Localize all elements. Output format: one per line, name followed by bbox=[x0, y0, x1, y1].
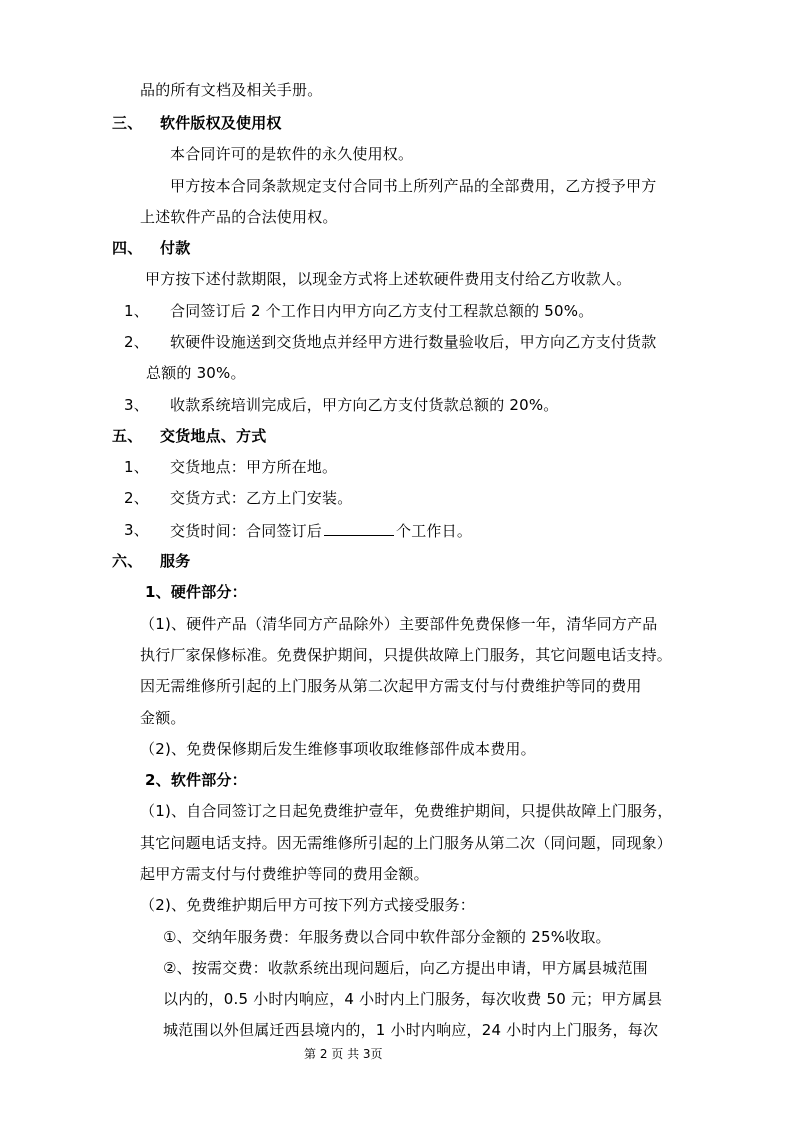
subsection-title: 2、软件部分： bbox=[145, 771, 247, 789]
text-line: （1)、硬件产品（清华同方产品除外）主要部件免费保修一年，清华同方产品 bbox=[140, 615, 658, 633]
list-number: 3、 bbox=[124, 396, 149, 414]
text-line: 因无需维修所引起的上门服务从第二次起甲方需支付与付费维护等同的费用 bbox=[140, 677, 642, 695]
text-line: 总额的 30%。 bbox=[146, 364, 246, 382]
section-title: 付款 bbox=[160, 239, 191, 257]
text-line: 以内的，0.5 小时内响应，4 小时内上门服务，每次收费 50 元；甲方属县 bbox=[163, 990, 663, 1008]
text-line: （2)、免费保修期后发生维修事项收取维修部件成本费用。 bbox=[140, 740, 536, 758]
text-line: 城范围以外但属迁西县境内的，1 小时内响应，24 小时内上门服务，每次 bbox=[163, 1021, 659, 1039]
list-number: 2、 bbox=[124, 333, 149, 351]
text-line: （1)、自合同签订之日起免费维护壹年，免费维护期间，只提供故障上门服务， bbox=[140, 802, 673, 820]
section-title: 软件版权及使用权 bbox=[160, 114, 282, 132]
text-line: 品的所有文档及相关手册。 bbox=[140, 81, 323, 99]
text-line: 甲方按本合同条款规定支付合同书上所列产品的全部费用，乙方授予甲方 bbox=[170, 177, 657, 195]
text-line: 上述软件产品的合法使用权。 bbox=[140, 208, 338, 226]
blank-line bbox=[324, 520, 394, 536]
list-number: 1、 bbox=[124, 302, 149, 320]
text-line: 执行厂家保修标准。免费保护期间，只提供故障上门服务，其它问题电话支持。 bbox=[140, 646, 673, 664]
section-title: 服务 bbox=[160, 552, 191, 570]
page-footer: 第 2 页 共 3页 bbox=[304, 1047, 383, 1061]
section-number: 五、 bbox=[112, 427, 143, 445]
text-line: 起甲方需支付与付费维护等同的费用金额。 bbox=[140, 865, 429, 883]
list-number: 1、 bbox=[124, 458, 149, 476]
text-line: 合同签订后 2 个工作日内甲方向乙方支付工程款总额的 50%。 bbox=[170, 302, 594, 320]
section-number: 六、 bbox=[112, 552, 143, 570]
text-line: 软硬件设施送到交货地点并经甲方进行数量验收后，甲方向乙方支付货款 bbox=[170, 333, 657, 351]
delivery-time-line bbox=[170, 520, 472, 541]
text-line: 交货方式：乙方上门安装。 bbox=[170, 489, 353, 507]
text-line: ②、按需交费：收款系统出现问题后，向乙方提出申请，甲方属县城范围 bbox=[163, 959, 648, 977]
section-title: 交货地点、方式 bbox=[160, 427, 267, 445]
section-number: 四、 bbox=[112, 239, 143, 257]
text-line: 金额。 bbox=[140, 709, 186, 727]
text-line: 本合同许可的是软件的永久使用权。 bbox=[170, 145, 414, 163]
text-line: 交货地点：甲方所在地。 bbox=[170, 458, 338, 476]
text-line: （2)、免费维护期后甲方可按下列方式接受服务： bbox=[140, 896, 475, 914]
delivery-time-label: 交货时间：合同签订后 bbox=[170, 522, 323, 540]
list-number: 2、 bbox=[124, 489, 149, 507]
text-line: 其它问题电话支持。因无需维修所引起的上门服务从第二次（同问题，同现象） bbox=[140, 834, 673, 852]
text-line: 甲方按下述付款期限，以现金方式将上述软硬件费用支付给乙方收款人。 bbox=[145, 270, 632, 288]
section-number: 三、 bbox=[112, 114, 143, 132]
list-number: 3、 bbox=[124, 521, 149, 539]
text-line: 收款系统培训完成后，甲方向乙方支付货款总额的 20%。 bbox=[170, 396, 559, 414]
subsection-title: 1、硬件部分： bbox=[145, 583, 247, 601]
delivery-time-suffix: 个工作日。 bbox=[396, 522, 473, 540]
text-line: ①、交纳年服务费：年服务费以合同中软件部分金额的 25%收取。 bbox=[163, 928, 611, 946]
